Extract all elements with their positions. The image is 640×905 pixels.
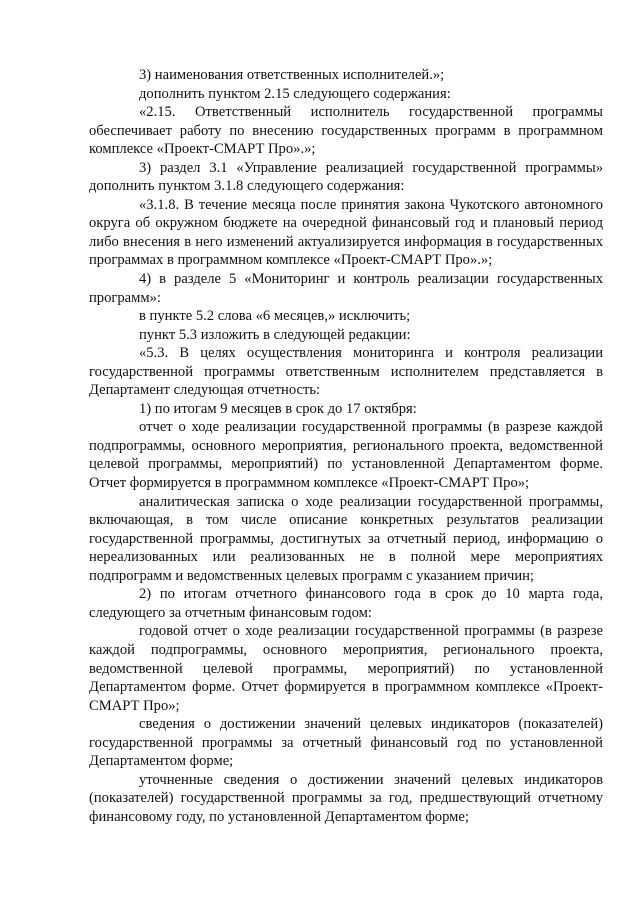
paragraph: дополнить пунктом 2.15 следующего содержания: xyxy=(139,85,451,102)
paragraph: отчет о ходе реализации государственной программы (в разрезе каждой подпрограммы, основного мероприятия, регионального проекта, ведомственной целевой программы, мероприятий) по установленной Департаментом форме. Отчет формируется в программном комплексе «Проект-СМАРТ Про»; xyxy=(89,419,603,492)
paragraph: пункт 5.3 изложить в следующей редакции: xyxy=(139,326,411,343)
paragraph: сведения о достижении значений целевых индикаторов (показателей) государственной программы за отчетный финансовый год по установленной Департаментом форме; xyxy=(89,716,603,770)
paragraph: 2) по итогам отчетного финансового года в срок до 10 марта года, следующего за отчетным финансовым годом: xyxy=(89,586,603,621)
paragraph: «2.15. Ответственный исполнитель государственной программы обеспечивает работу по внесению государственных программ в программном комплексе «Проект-СМАРТ Про».»; xyxy=(89,104,603,158)
paragraph: 3) раздел 3.1 «Управление реализацией государственной программы» дополнить пунктом 3.1.8 следующего содержания: xyxy=(89,159,603,195)
paragraph: аналитическая записка о ходе реализации государственной программы, включающая, в том числе описание конкретных результатов реализации государственной программы, достигнутых за отчетный период, информацию о нереализованных или реализованных не в полной мере мероприятиях подпрограмм и ведомственных целевых программ с указанием причин; xyxy=(89,493,603,584)
paragraph: «5.3. В целях осуществления мониторинга и контроля реализации государственной программы ответственным исполнителем представляется в Департамент следующая отчетность: xyxy=(89,345,603,399)
paragraph: 4) в разделе 5 «Мониторинг и контроль реализации государственных программ»: xyxy=(89,271,603,306)
paragraph: 3) наименования ответственных исполнителей.»; xyxy=(139,67,445,83)
document-body xyxy=(89,66,603,826)
paragraph: уточненные сведения о достижении значений целевых индикаторов (показателей) государственной программы за год, предшествующий отчетному финансовому году, по установленной Департаментом форме; xyxy=(89,771,603,825)
paragraph: годовой отчет о ходе реализации государственной программы (в разрезе каждой подпрограммы, основного мероприятия, регионального проекта, ведомственной целевой программы, мероприятий) по установленной Департаментом форме. Отчет формируется в программном комплексе «Проект-СМАРТ Про»; xyxy=(89,623,603,714)
paragraph: 1) по итогам 9 месяцев в срок до 17 октября: xyxy=(139,400,417,417)
paragraph: «3.1.8. В течение месяца после принятия закона Чукотского автономного округа об окружном бюджете на очередной финансовый год и плановый период либо внесения в него изменений актуализируется информация в государственных программах в программном комплексе «Проект-СМАРТ Про».»; xyxy=(89,196,603,269)
paragraph: в пункте 5.2 слова «6 месяцев,» исключить; xyxy=(139,308,411,325)
